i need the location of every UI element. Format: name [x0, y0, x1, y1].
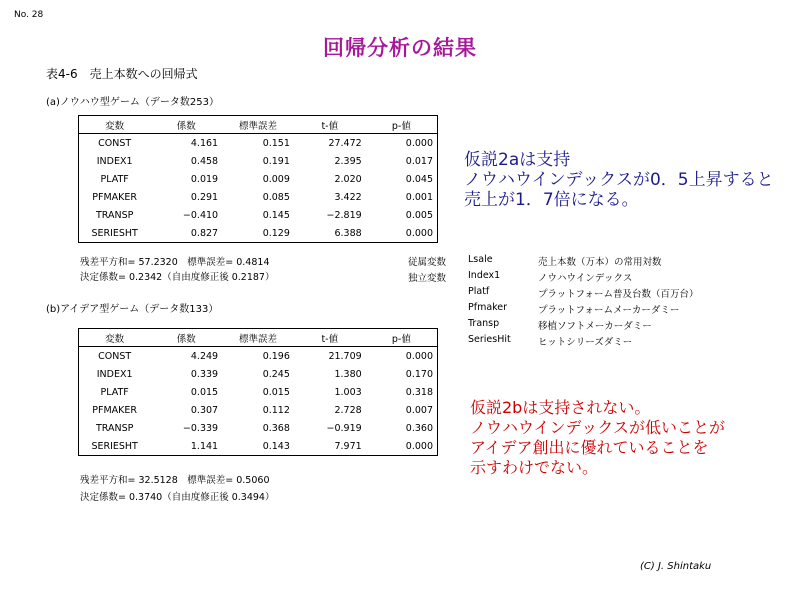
header-coefficient: 係数: [150, 116, 222, 134]
cell-std-error: 0.143: [262, 440, 290, 452]
table-row: [79, 206, 438, 224]
table-row: [79, 419, 438, 437]
legend-var-desc: ヒットシリーズダミー: [538, 337, 633, 348]
hypothesis-b-note: [470, 398, 725, 478]
cell-t-value: 7.971: [334, 440, 362, 452]
cell-coefficient: 4.161: [190, 137, 219, 149]
cell-std-error: 0.085: [262, 191, 290, 203]
section-b-heading: (b)アイデア型ゲーム（データ数133）: [46, 304, 219, 315]
header-t-value: t-値: [294, 116, 366, 134]
cell-p-value: 0.017: [405, 155, 433, 167]
legend-role: 従属変数: [408, 257, 447, 268]
regression-table-b: [78, 328, 438, 456]
legend-role: [408, 302, 468, 318]
cell-p-value: 0.007: [405, 404, 433, 416]
cell-coefficient: 4.249: [190, 350, 219, 362]
header-std-error: 標準誤差: [222, 116, 294, 134]
cell-t-value: 1.380: [334, 368, 362, 380]
table-caption: 表4-6 売上本数への回帰式: [46, 67, 198, 81]
copyright: (C) J. Shintaku: [640, 561, 712, 572]
table-row: [79, 437, 438, 456]
legend-row: [408, 254, 705, 270]
hypothesis-a-line: 仮説2aは支持: [464, 150, 571, 170]
legend-var-desc: 移植ソフトメーカーダミー: [538, 321, 652, 332]
cell-coefficient: 0.827: [190, 227, 219, 239]
table-row: [79, 224, 438, 243]
cell-p-value: 0.000: [405, 227, 433, 239]
table-header-row: [79, 329, 438, 347]
stats-residual-a: 残差平方和= 57.2320 標準誤差= 0.4814: [80, 257, 270, 268]
cell-variable: PFMAKER: [92, 191, 138, 203]
cell-variable: TRANSP: [95, 422, 134, 434]
header-variable: 変数: [79, 329, 151, 347]
cell-p-value: 0.000: [405, 137, 433, 149]
legend-row: [408, 286, 705, 302]
legend-row: [408, 334, 705, 350]
header-p-value: p-値: [366, 116, 438, 134]
cell-p-value: 0.045: [405, 173, 433, 185]
hypothesis-b-line: ノウハウインデックスが低いことが: [470, 418, 726, 437]
legend-var-desc: ノウハウインデックス: [538, 273, 633, 284]
cell-t-value: 1.003: [334, 386, 362, 398]
cell-std-error: 0.129: [262, 227, 290, 239]
hypothesis-b-line: 仮説2bは支持されない。: [470, 398, 651, 417]
table-row: [79, 188, 438, 206]
legend-var-desc: プラットフォーム普及台数（百万台）: [538, 289, 699, 300]
legend-row: [408, 318, 705, 334]
cell-variable: SERIESHT: [91, 227, 138, 239]
cell-coefficient: 0.019: [190, 173, 219, 185]
cell-variable: INDEX1: [96, 368, 133, 380]
hypothesis-b-line: アイデア創出に優れていることを: [470, 438, 709, 457]
cell-p-value: 0.000: [405, 440, 433, 452]
legend-var-desc: 売上本数（万本）の常用対数: [538, 257, 662, 268]
cell-variable: INDEX1: [96, 155, 133, 167]
cell-t-value: 3.422: [334, 191, 362, 203]
cell-std-error: 0.191: [262, 155, 290, 167]
section-a-heading: (a)ノウハウ型ゲーム（データ数253）: [46, 97, 220, 108]
hypothesis-a-line: ノウハウインデックスが0．5上昇すると: [464, 170, 774, 190]
cell-p-value: 0.360: [405, 422, 433, 434]
cell-t-value: 6.388: [334, 227, 362, 239]
table-row: [79, 134, 438, 153]
hypothesis-a-note: [464, 150, 774, 210]
cell-coefficient: 0.339: [190, 368, 219, 380]
cell-std-error: 0.145: [262, 209, 290, 221]
legend-var-desc: プラットフォームメーカーダミー: [538, 305, 680, 316]
cell-p-value: 0.318: [405, 386, 433, 398]
regression-table-a: [78, 115, 438, 243]
stats-r-squared-a: 決定係数= 0.2342（自由度修正後 0.2187）: [80, 272, 275, 283]
legend-var-name: Platf: [468, 286, 490, 297]
cell-coefficient: 0.458: [190, 155, 219, 167]
cell-t-value: 21.709: [328, 350, 362, 362]
cell-p-value: 0.001: [405, 191, 433, 203]
table-row: [79, 170, 438, 188]
legend-var-name: Pfmaker: [468, 302, 508, 313]
legend-role: [408, 318, 468, 334]
cell-t-value: −0.919: [326, 422, 362, 434]
hypothesis-a-line: 売上が1．7倍になる。: [464, 190, 639, 210]
cell-coefficient: 0.307: [190, 404, 219, 416]
cell-coefficient: 0.291: [190, 191, 219, 203]
cell-p-value: 0.000: [405, 350, 433, 362]
header-coefficient: 係数: [150, 329, 222, 347]
legend-role: [408, 286, 468, 302]
hypothesis-b-line: 示すわけでない。: [470, 458, 599, 477]
legend-var-name: Index1: [468, 270, 501, 281]
cell-variable: CONST: [98, 137, 132, 149]
cell-p-value: 0.170: [405, 368, 433, 380]
table-row: [79, 347, 438, 366]
cell-coefficient: −0.339: [182, 422, 219, 434]
table-row: [79, 383, 438, 401]
cell-std-error: 0.015: [262, 386, 290, 398]
legend-role: [408, 334, 468, 350]
table-header-row: [79, 116, 438, 134]
header-std-error: 標準誤差: [222, 329, 294, 347]
cell-t-value: 2.020: [334, 173, 362, 185]
legend-row: [408, 270, 705, 286]
stats-r-squared-b: 決定係数= 0.3740（自由度修正後 0.3494）: [80, 492, 275, 503]
table-row: [79, 152, 438, 170]
cell-t-value: −2.819: [326, 209, 362, 221]
cell-coefficient: 1.141: [190, 440, 219, 452]
cell-std-error: 0.009: [262, 173, 290, 185]
cell-t-value: 2.728: [334, 404, 362, 416]
legend-var-name: Lsale: [468, 254, 493, 265]
page-title: 回帰分析の結果: [323, 36, 477, 60]
cell-t-value: 27.472: [328, 137, 362, 149]
page-number: No. 28: [14, 10, 44, 20]
cell-variable: SERIESHT: [91, 440, 138, 452]
table-row: [79, 401, 438, 419]
cell-std-error: 0.151: [262, 137, 290, 149]
cell-coefficient: 0.015: [190, 386, 219, 398]
cell-std-error: 0.368: [262, 422, 290, 434]
cell-std-error: 0.112: [262, 404, 290, 416]
header-t-value: t-値: [294, 329, 366, 347]
cell-t-value: 2.395: [334, 155, 362, 167]
legend-role: 独立変数: [408, 273, 447, 284]
cell-coefficient: −0.410: [182, 209, 219, 221]
cell-p-value: 0.005: [405, 209, 433, 221]
cell-variable: CONST: [98, 350, 132, 362]
legend-row: [408, 302, 705, 318]
cell-std-error: 0.245: [262, 368, 290, 380]
stats-residual-b: 残差平方和= 32.5128 標準誤差= 0.5060: [80, 475, 270, 486]
variable-legend: [408, 254, 705, 350]
header-p-value: p-値: [366, 329, 438, 347]
cell-variable: TRANSP: [95, 209, 134, 221]
table-row: [79, 365, 438, 383]
cell-variable: PLATF: [100, 386, 129, 398]
legend-var-name: Transp: [468, 318, 500, 329]
legend-var-name: SeriesHit: [468, 334, 511, 345]
header-variable: 変数: [79, 116, 151, 134]
cell-std-error: 0.196: [262, 350, 290, 362]
cell-variable: PFMAKER: [92, 404, 138, 416]
cell-variable: PLATF: [100, 173, 129, 185]
